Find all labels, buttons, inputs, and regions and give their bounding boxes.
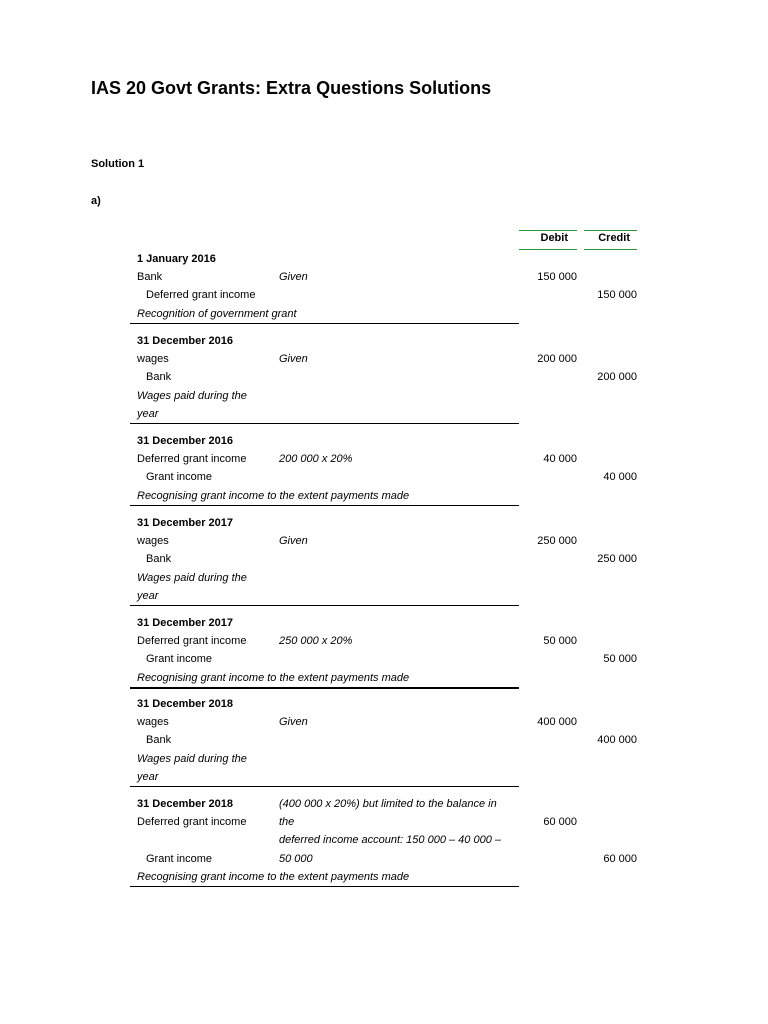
- debit-amount: 150 000: [537, 271, 577, 284]
- entry-date: 31 December 2018: [137, 798, 234, 810]
- entry-date: 31 December 2017: [137, 617, 234, 629]
- entry-row: [130, 487, 519, 505]
- entry-row: [130, 669, 519, 687]
- credit-amount: 60 000: [603, 852, 637, 865]
- entry-row: [130, 614, 519, 632]
- credit-amount: 50 000: [603, 653, 637, 666]
- debit-amount: 40 000: [543, 453, 577, 466]
- entry-row: [130, 514, 519, 532]
- account-name: Deferred grant income: [137, 453, 247, 466]
- entry-row: [130, 368, 637, 386]
- account-name: wages: [137, 716, 169, 729]
- entry-row: [130, 795, 519, 813]
- solution-heading: Solution 1: [91, 158, 145, 170]
- entry-row: [130, 532, 577, 550]
- account-name: wages: [137, 535, 169, 548]
- account-name: Grant income: [146, 471, 213, 484]
- entry-date: 1 January 2016: [137, 253, 216, 265]
- account-name: Grant income: [146, 653, 213, 666]
- entry-note: Given: [279, 535, 308, 548]
- debit-amount: 400 000: [537, 716, 577, 729]
- credit-amount: 150 000: [597, 289, 637, 302]
- entry-narration: Recognition of government grant: [137, 307, 297, 320]
- entry-narration: year: [137, 770, 159, 783]
- account-name: Bank: [146, 734, 172, 747]
- entry-date: 31 December 2016: [137, 335, 234, 347]
- credit-amount: 200 000: [597, 371, 637, 384]
- entry-row: [130, 250, 519, 268]
- entry-row: [130, 868, 519, 886]
- journal-entry: [130, 250, 637, 324]
- entry-narration: Recognising grant income to the extent payments made: [137, 870, 410, 883]
- credit-amount: 40 000: [603, 471, 637, 484]
- credit-amount: 400 000: [597, 734, 637, 747]
- entry-row: [130, 286, 637, 304]
- entry-row: [130, 850, 637, 868]
- entry-narration: Wages paid during the: [137, 571, 247, 584]
- account-name: Deferred grant income: [137, 816, 247, 829]
- journal-entry: [130, 695, 637, 787]
- entry-note: Given: [279, 716, 308, 729]
- entry-narration: year: [137, 589, 159, 602]
- entry-narration: Recognising grant income to the extent payments made: [137, 489, 410, 502]
- entry-row: [130, 650, 637, 668]
- entry-row: [130, 350, 577, 368]
- entry-row: [130, 468, 637, 486]
- credit-column-header: Credit: [598, 232, 630, 244]
- entry-narration: year: [137, 407, 159, 420]
- entry-note: Given: [279, 271, 308, 284]
- entry-row: [130, 387, 519, 405]
- entry-note: 250 000 x 20%: [279, 635, 353, 648]
- journal-entry: [130, 432, 637, 506]
- entry-narration: Recognising grant income to the extent payments made: [137, 671, 410, 684]
- debit-amount: 250 000: [537, 535, 577, 548]
- page-title: IAS 20 Govt Grants: Extra Questions Solutions: [91, 78, 492, 98]
- entry-row: [130, 813, 577, 831]
- account-name: Bank: [137, 271, 163, 284]
- entry-row: [130, 768, 519, 786]
- account-name: Deferred grant income: [146, 289, 256, 302]
- entry-row: [130, 305, 519, 323]
- entry-row: [130, 332, 519, 350]
- entry-row: [130, 569, 519, 587]
- journal-entry: [130, 795, 637, 887]
- entry-row: [130, 713, 577, 731]
- debit-amount: 60 000: [543, 816, 577, 829]
- debit-amount: 50 000: [543, 635, 577, 648]
- entry-date: 31 December 2016: [137, 435, 234, 447]
- journal-entry: [130, 614, 637, 689]
- entry-date: 31 December 2018: [137, 698, 234, 710]
- entry-date: 31 December 2017: [137, 517, 234, 529]
- journal-entry: [130, 514, 637, 606]
- entry-narration: Wages paid during the: [137, 752, 247, 765]
- account-name: Bank: [146, 553, 172, 566]
- entry-row: [130, 550, 637, 568]
- entry-note: 50 000: [279, 852, 313, 865]
- debit-column-header: Debit: [540, 232, 568, 244]
- debit-amount: 200 000: [537, 353, 577, 366]
- account-name: Grant income: [146, 852, 213, 865]
- entry-row: [130, 731, 637, 749]
- entry-row: [130, 405, 519, 423]
- entry-row: [130, 587, 519, 605]
- entry-note: 200 000 x 20%: [279, 453, 353, 466]
- account-name: wages: [137, 353, 169, 366]
- entry-row: [130, 432, 519, 450]
- credit-amount: 250 000: [597, 553, 637, 566]
- entry-row: [130, 632, 577, 650]
- entry-note: Given: [279, 353, 308, 366]
- entry-note: the: [279, 816, 295, 829]
- entry-row: [130, 450, 577, 468]
- journal-entry: [130, 332, 637, 424]
- entry-row: [130, 695, 519, 713]
- entry-narration: Wages paid during the: [137, 389, 247, 402]
- account-name: Deferred grant income: [137, 635, 247, 648]
- part-label: a): [91, 195, 101, 207]
- entry-row: [130, 268, 577, 286]
- entry-note: (400 000 x 20%) but limited to the balance in: [279, 798, 497, 810]
- entry-note: deferred income account: 150 000 – 40 000 –: [279, 834, 501, 847]
- account-name: Bank: [146, 371, 172, 384]
- entry-row: [130, 750, 519, 768]
- entry-row: [130, 831, 519, 849]
